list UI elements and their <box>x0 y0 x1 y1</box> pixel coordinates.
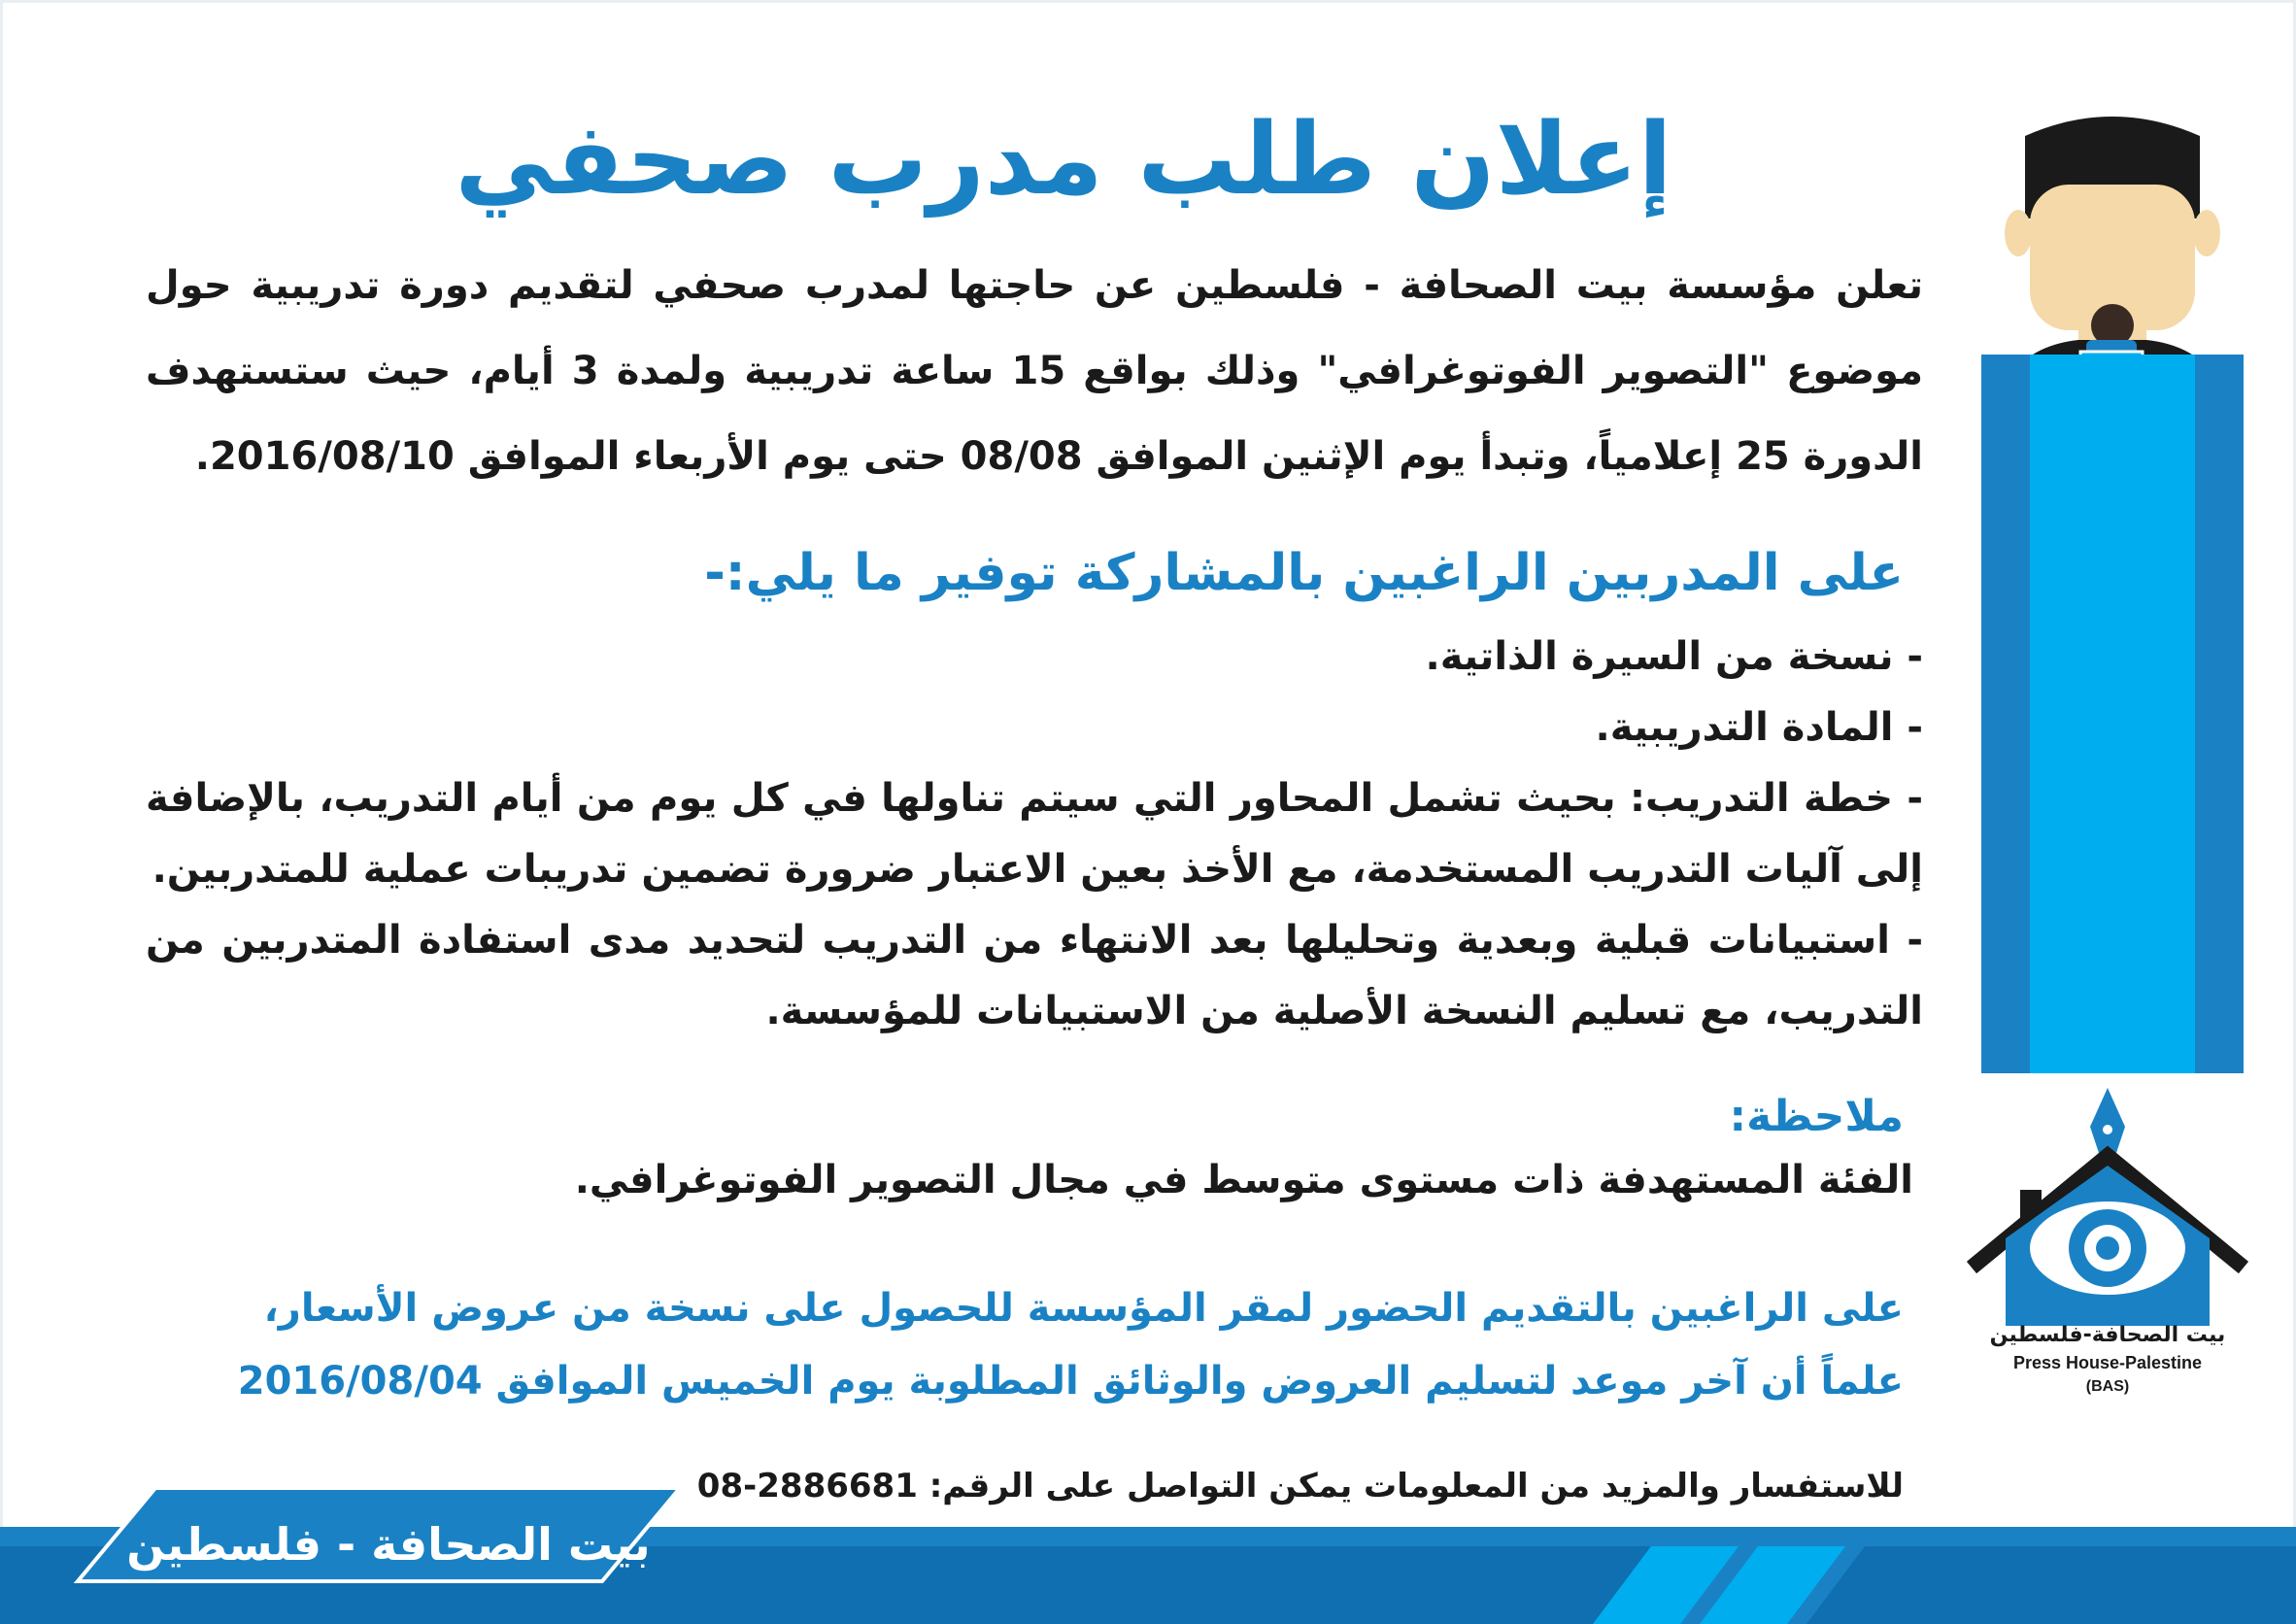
page-title: إعلان طلب مدرب صحفي <box>455 102 1672 218</box>
apply-instructions <box>146 1272 1904 1418</box>
intro-paragraph: تعلن مؤسسة بيت الصحافة - فلسطين عن حاجتها لمدرب صحفي لتقديم دورة تدريبية حول موضوع "التصوير الفوتوغرافي" وذلك بواقع 15 ساعة تدريبية ولمدة 3 أيام، حيث ستستهدف الدورة 25 إعلامياً، وتبدأ يوم الإثنين الموافق 08/08 حتى يوم الأربعاء الموافق 2016/08/10. <box>146 263 1923 479</box>
logo-name-arabic: بيت الصحافة-فلسطين <box>1989 1323 2226 1347</box>
logo-name-english: Press House-Palestine <box>2012 1353 2203 1372</box>
logo-abbreviation: (BAS) <box>2085 1378 2130 1395</box>
reporter-microphone-icon <box>1972 107 2253 1078</box>
requirement-item: - استبيانات قبلية وبعدية وتحليلها بعد الانتهاء من التدريب لتحديد مدى استفادة المتدربين من التدريب، مع تسليم النسخة الأصلية من الاستبيانات للمؤسسة. <box>146 918 1923 1033</box>
footer-badge: بيت الصحافة - فلسطين <box>126 1518 651 1571</box>
apply-deadline: علماً أن آخر موعد لتسليم العروض والوثائق المطلوبة يوم الخميس الموافق 2016/08/04 <box>237 1359 1904 1404</box>
requirements-list <box>146 622 1923 1047</box>
contact-info: للاستفسار والمزيد من المعلومات يمكن التواصل على الرقم: 2886681-08 <box>696 1467 1904 1506</box>
requirement-item: - نسخة من السيرة الذاتية. <box>1425 634 1923 679</box>
press-house-logo <box>1952 1083 2263 1345</box>
requirement-item: - خطة التدريب: بحيث تشمل المحاور التي سيتم تناولها في كل يوم من أيام التدريب، بالإضافة إلى آليات التدريب المستخدمة، مع الأخذ بعين الاعتبار ضرورة تضمين تدريبات عملية للمتدربين. <box>146 776 1923 892</box>
requirement-item: - المادة التدريبية. <box>1595 705 1923 750</box>
note-text: الفئة المستهدفة ذات مستوى متوسط في مجال التصوير الفوتوغرافي. <box>574 1158 1913 1202</box>
apply-line: على الراغبين بالتقديم الحضور لمقر المؤسسة للحصول على نسخة من عروض الأسعار، <box>263 1286 1904 1331</box>
requirements-heading: على المدربين الراغبين بالمشاركة توفير ما يلي:- <box>704 544 1904 602</box>
note-heading: ملاحظة: <box>1729 1092 1904 1141</box>
